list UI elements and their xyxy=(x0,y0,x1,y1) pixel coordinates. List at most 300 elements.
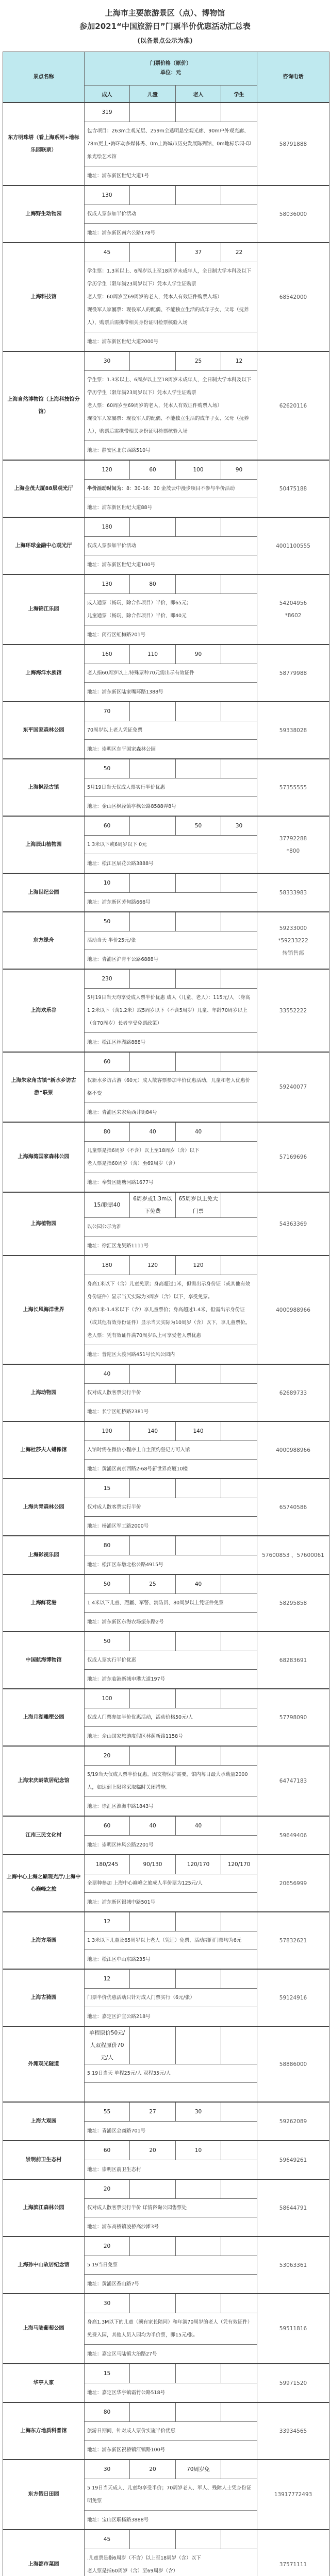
attraction-name: 上海东方地质科普馆 xyxy=(3,2402,85,2460)
price-student xyxy=(221,1479,257,1498)
price-student xyxy=(221,1192,257,1218)
phone-number xyxy=(257,759,329,816)
table-row xyxy=(3,1969,329,1989)
price-adult: 180/245 xyxy=(85,1855,130,1874)
phone-primary: 13917772493 xyxy=(274,2492,312,2498)
discount-notes xyxy=(85,1072,257,1103)
price-child xyxy=(130,912,176,931)
phone-number xyxy=(257,1364,329,1421)
note-line: 身高1.3M以下的儿童（须有家长陪同）和年满70周岁的老人（凭有效证件）免费入园，其他人员入园均为半价票，即15元/张。 xyxy=(87,2319,253,2338)
price-senior: 25 xyxy=(176,351,221,371)
phone-extra: *8602 xyxy=(285,613,302,619)
attraction-name: 上海辰山植物园 xyxy=(3,816,85,873)
discount-notes xyxy=(85,1594,257,1613)
note-line: 老人票：60周岁至69周岁的老人，凭本人有效证件购票入场） xyxy=(87,403,222,409)
table-row xyxy=(3,702,329,721)
phone-primary: 58644791 xyxy=(279,2205,307,2211)
price-senior xyxy=(176,2364,221,2383)
attraction-name: 上海环球金融中心观光厅 xyxy=(3,517,85,574)
phone-primary: 33934565 xyxy=(279,2428,307,2434)
address: 地址：浦东临港新城申港大道197号 xyxy=(85,1670,257,1689)
price-student xyxy=(221,1052,257,1072)
phone-primary: 37792288 xyxy=(279,835,307,842)
price-child xyxy=(130,103,176,122)
price-adult: 160 xyxy=(85,645,130,664)
table-row xyxy=(3,1574,329,1594)
table-row xyxy=(3,912,329,931)
note-line xyxy=(87,482,254,495)
price-adult: 45 xyxy=(85,243,130,262)
note-line: 身高1米以下（含）儿童免票；身高超过1米，但需出示身份证（或其他有效身份证件）显示当天实际为3周岁（含）以下，享受免票。 xyxy=(87,1281,251,1300)
price-senior: 40 xyxy=(176,1816,221,1836)
note-line: 现役军人家屬票：现役军人的配偶、不能独立生活的成年子女、父母（抚养人），购票后需携带相关身份证明检票核验入场 xyxy=(87,307,249,326)
page-title-line1: 上海市主要旅游景区（点）、博物馆 xyxy=(105,8,225,18)
price-student xyxy=(221,185,257,205)
price-senior: 40 xyxy=(176,1574,221,1594)
price-child xyxy=(130,1746,176,1766)
price-senior xyxy=(176,103,221,122)
price-adult: 60 xyxy=(85,2141,130,2160)
note-line: 学生票：1.3米以上、6周岁以上至18周岁未成年人，全日制大学本科及以下学历学生（限年满23周岁以下）凭本人学生证购票 xyxy=(87,268,252,287)
price-child xyxy=(130,1632,176,1651)
phone-primary: 58791888 xyxy=(279,141,307,147)
header-adult: 成人 xyxy=(85,86,130,103)
price-adult: 20 xyxy=(85,2179,130,2199)
price-adult: 15/联票40 xyxy=(85,1192,130,1218)
discount-notes xyxy=(85,664,257,683)
table-row xyxy=(3,816,329,836)
note-line: 5.19当日免票 xyxy=(87,2262,118,2268)
phone-number xyxy=(257,1689,329,1746)
price-student xyxy=(221,2236,257,2256)
attraction-name: 上海大观园 xyxy=(3,2102,85,2141)
discount-notes xyxy=(85,1441,257,1460)
price-senior: 120/170 xyxy=(176,1855,221,1874)
table-row xyxy=(3,2179,329,2199)
price-senior xyxy=(176,1746,221,1766)
price-student xyxy=(221,1574,257,1594)
price-child: 20 xyxy=(130,2141,176,2160)
price-child: 110 xyxy=(130,645,176,664)
table-row xyxy=(3,1479,329,1498)
table-row xyxy=(3,1256,329,1275)
price-student xyxy=(221,759,257,778)
table-row xyxy=(3,2460,329,2479)
price-child xyxy=(130,1689,176,1708)
price-student xyxy=(221,1536,257,1555)
table-row xyxy=(3,1816,329,1836)
price-senior: 90 xyxy=(176,645,221,664)
price-adult: 130 xyxy=(85,185,130,205)
note-line: 70周岁以上老人凭证免票 xyxy=(87,727,143,733)
phone-number xyxy=(257,2179,329,2236)
note-text: ：8：30-16：30 金茂云中漫步项目不参与半价活动 xyxy=(121,486,235,492)
attraction-name: 上海共青森林公园 xyxy=(3,1479,85,1536)
price-student xyxy=(221,517,257,537)
price-adult: 100 xyxy=(85,1689,130,1708)
discount-notes xyxy=(85,1931,257,1950)
price-senior: 30 xyxy=(176,2102,221,2122)
address: 地址：青浦区金商路701号 xyxy=(85,2122,257,2141)
price-senior xyxy=(176,873,221,893)
phone-number xyxy=(257,2460,329,2530)
price-adult: 50 xyxy=(85,1632,130,1651)
discount-notes xyxy=(85,836,257,854)
attraction-name: 上海世纪公园 xyxy=(3,873,85,912)
phone-primary: 68283691 xyxy=(279,1657,307,1664)
price-child xyxy=(130,1364,176,1384)
table-row xyxy=(3,351,329,371)
table-row xyxy=(3,2236,329,2256)
discount-notes xyxy=(85,1651,257,1670)
address: 地址：浦东新区世纪大道1号 xyxy=(85,166,257,186)
note-line: 仅成人门票参加半价优惠活动，活动价格50元/人 xyxy=(87,1715,193,1720)
address: 地址：奉贤区随塘河路1677号 xyxy=(85,1173,257,1193)
note-line: 5月19日当天均享受成人票半价优惠 成人（儿童、老人）：115元/人 （身高1.2米以下（含1.2米）或5周岁以下（不含5周岁）儿童、年龄70周岁以上（含70周岁）长者享受免票政策） xyxy=(87,995,251,1026)
note-line: 儿童票是指6周岁（不含）以上至18周岁（含）以下 xyxy=(87,1148,200,1154)
phone-primary: 4001100555 xyxy=(276,543,310,549)
phone-number xyxy=(257,969,329,1052)
price-adult: 10 xyxy=(85,873,130,893)
phone-primary: 57355555 xyxy=(279,784,307,791)
note-line: 仅对成人散客票实行半价 详情咨询公园售票处 xyxy=(87,2205,187,2211)
price-student: 22 xyxy=(221,243,257,262)
attraction-name: 上海朱家角古镇“新水乡访古游”联票 xyxy=(3,1052,85,1122)
attraction-name: 上海中心上海之巅观光厅/上海中心巅峰之旅 xyxy=(3,1855,85,1912)
price-student xyxy=(221,912,257,931)
table-row xyxy=(3,2141,329,2160)
table-row xyxy=(3,1632,329,1651)
price-adult: 20 xyxy=(85,1746,130,1766)
price-child xyxy=(130,1912,176,1931)
discount-notes xyxy=(85,931,257,950)
price-student xyxy=(221,1421,257,1441)
address: 地址：金山区枫泾镇亭枫公路8588弄8号 xyxy=(85,797,257,817)
phone-number xyxy=(257,1122,329,1192)
phone-number xyxy=(257,574,329,645)
note-line: 活动当天 半价25元/张 xyxy=(87,938,136,943)
price-student xyxy=(221,1816,257,1836)
attraction-name: 华亭人家 xyxy=(3,2364,85,2402)
note-line: 入馆时需在微信小程序上自主预约登记方可入馆 xyxy=(87,1447,190,1453)
address: 地址：青浦区朱家角西井街84号 xyxy=(85,1103,257,1123)
price-child: 40 xyxy=(130,1122,176,1142)
price-child xyxy=(130,2026,176,2064)
address: 地址：杨浦区军工路2000号 xyxy=(85,1517,257,1536)
table-row xyxy=(3,645,329,664)
table-row xyxy=(3,1536,329,1555)
price-child xyxy=(130,1969,176,1989)
price-adult: 30 xyxy=(85,2460,130,2479)
address: 地址：崇明区林风公路2201号 xyxy=(85,1836,257,1855)
price-senior xyxy=(176,517,221,537)
price-adult: 80 xyxy=(85,1536,130,1555)
price-adult: 60 xyxy=(85,1816,130,1836)
address: 地址：浦东新区世纪大道100号 xyxy=(85,555,257,575)
attraction-name: 上海马陆葡萄公园 xyxy=(3,2294,85,2364)
phone-primary: 59971520 xyxy=(279,2380,307,2386)
phone-primary: 33552222 xyxy=(279,1007,307,1014)
table-row xyxy=(3,517,329,537)
price-adult: 120 xyxy=(85,460,130,480)
page-title-line2: 参加2021“中国旅游日”门票半价优惠活动汇总表 xyxy=(79,22,251,31)
attraction-name: 上海野生动物园 xyxy=(3,185,85,243)
phone-number xyxy=(257,103,329,185)
note-line: 仅对成人散客票实行半价 xyxy=(87,1390,141,1396)
price-adult: 50 xyxy=(85,759,130,778)
table-row xyxy=(3,2402,329,2422)
price-senior: 37 xyxy=(176,243,221,262)
address: 地址：松江区林湖路888号 xyxy=(85,1033,257,1053)
phone-number xyxy=(257,1421,329,1479)
price-senior xyxy=(176,2026,221,2064)
phone-primary: 58036000 xyxy=(279,211,307,217)
discount-notes xyxy=(85,262,257,332)
price-student xyxy=(221,1364,257,1384)
attraction-name: 上海枫泾古镇 xyxy=(3,759,85,816)
phone-primary: 59649261 xyxy=(279,2157,307,2163)
phone-number xyxy=(257,1256,329,1364)
attraction-name: 崇明前卫生态村 xyxy=(3,2141,85,2179)
note-line: 包含项目：263m主观光层、259m全透明悬空观光廊、90m户外观光廊、78m更上•海环动多媒体秀、0m上海城市历史发展陈列馆、0m地标乐园-印象光绘艺术馆 xyxy=(87,128,251,160)
price-student xyxy=(221,1632,257,1651)
price-senior xyxy=(176,702,221,721)
price-senior xyxy=(176,1632,221,1651)
phone-number xyxy=(257,2402,329,2460)
phone-primary: 59233000 xyxy=(279,925,307,931)
price-senior: 140 xyxy=(176,1421,221,1441)
phone-primary: 59511816 xyxy=(279,2326,307,2332)
address: 地址：徐汇区龙吴路1111号 xyxy=(85,1236,257,1256)
attraction-name: 中国航海博物馆 xyxy=(3,1632,85,1689)
discount-notes xyxy=(85,480,257,498)
phone-number xyxy=(257,1816,329,1855)
price-child xyxy=(130,1536,176,1555)
note-line: 老人票是指60周岁（含）至69周岁（含） xyxy=(87,1161,178,1166)
note-line: 5月19日当天仅成人票实行半价优惠 xyxy=(87,785,166,790)
discount-notes xyxy=(85,2313,257,2345)
table-row xyxy=(3,574,329,594)
price-child: 27 xyxy=(130,2102,176,2122)
phone-number xyxy=(257,816,329,873)
address: 地址：嘉定区华亭镇霜竹公路518号 xyxy=(85,2383,257,2403)
note-line: 老人票是指60周岁（含）至69周岁（含） xyxy=(87,2568,178,2574)
price-senior xyxy=(176,969,221,989)
table-row xyxy=(3,2294,329,2313)
note-line: 老人票：凭有效证件满70周岁以上可享受老人票优惠 xyxy=(87,1333,202,1338)
note-bold-label: 半价活动时间为 xyxy=(87,486,122,492)
page-subtitle: (以各景点公示为准) xyxy=(137,37,193,44)
note-line: 儿童通票（畅玩，除合作项目）半价，即40元 xyxy=(87,613,187,619)
discount-notes xyxy=(85,2422,257,2441)
price-adult: 80 xyxy=(85,1122,130,1142)
phone-number xyxy=(257,351,329,460)
phone-number xyxy=(257,2141,329,2179)
attraction-name: 上海科技馆 xyxy=(3,243,85,351)
price-student xyxy=(221,574,257,594)
price-student xyxy=(221,2179,257,2199)
price-child: 80 xyxy=(130,574,176,594)
address: 地址：崇明区前卫生态村 xyxy=(85,2160,257,2180)
price-child xyxy=(130,243,176,262)
table-row xyxy=(3,2530,329,2549)
phone-number xyxy=(257,460,329,517)
table-row xyxy=(3,1421,329,1441)
price-child xyxy=(130,816,176,836)
address: 地址：徐汇区淮海中路1843号 xyxy=(85,1797,257,1817)
price-senior xyxy=(176,1536,221,1555)
table-row xyxy=(3,969,329,989)
attraction-name: 东方绿舟 xyxy=(3,912,85,969)
price-child xyxy=(130,185,176,205)
address: 地址：浦东新区祝桥镇江镇路100号 xyxy=(85,2441,257,2460)
price-child xyxy=(130,2294,176,2313)
price-senior xyxy=(176,2530,221,2549)
discount-notes xyxy=(85,1142,257,1173)
price-child xyxy=(130,2179,176,2199)
price-adult: 12 xyxy=(85,1969,130,1989)
price-student xyxy=(221,2530,257,2549)
price-adult: 15 xyxy=(85,2364,130,2383)
attraction-name: 上海欢乐谷 xyxy=(3,969,85,1052)
table-row xyxy=(3,1912,329,1931)
header-student: 学生 xyxy=(221,86,257,103)
discount-notes xyxy=(85,1498,257,1517)
price-student xyxy=(221,2460,257,2479)
phone-number xyxy=(257,2294,329,2364)
address: 地址：浦东新区世纪大道2000号 xyxy=(85,332,257,352)
price-child: 40 xyxy=(130,1816,176,1836)
price-child xyxy=(130,2364,176,2383)
table-row xyxy=(3,2026,329,2064)
phone-number xyxy=(257,1052,329,1122)
discount-notes xyxy=(85,1708,257,1727)
attraction-name: 上海宋庆龄故居纪念馆 xyxy=(3,1746,85,1816)
price-child xyxy=(130,517,176,537)
price-adult: 190 xyxy=(85,1421,130,1441)
price-senior xyxy=(176,2402,221,2422)
header-price-group xyxy=(85,52,257,86)
discount-notes xyxy=(85,2479,257,2511)
attraction-name: 江南三民文化村 xyxy=(3,1816,85,1855)
price-adult: 60 xyxy=(85,816,130,836)
phone-number xyxy=(257,912,329,969)
phone-primary: 57832621 xyxy=(279,1937,307,1944)
price-senior xyxy=(176,759,221,778)
phone-primary: 59338028 xyxy=(279,727,307,734)
phone-primary: 20656999 xyxy=(279,1880,307,1887)
price-child xyxy=(130,702,176,721)
note-line: 老人票：60周岁至69周岁的老人，凭本人有效证件购票入场） xyxy=(87,294,222,300)
price-student xyxy=(221,1689,257,1708)
header-price-title: 门票价格（原价） xyxy=(150,61,191,66)
price-adult: 15 xyxy=(85,1479,130,1498)
price-senior: 50 xyxy=(176,816,221,836)
note-line: 仅新水乡访古游（60元）成人散客票参加半价优惠活动，儿童和老人优惠价格不变 xyxy=(87,1078,251,1096)
discount-notes xyxy=(85,122,257,166)
attraction-name: 上海动物园 xyxy=(3,1364,85,1421)
address: 地址：浦东高桥镇凌桥高沙滩3号 xyxy=(85,2217,257,2237)
price-adult: 50 xyxy=(85,1574,130,1594)
price-child xyxy=(130,759,176,778)
discount-notes xyxy=(85,2256,257,2275)
price-child: 6周岁或1.3m以下免费 xyxy=(130,1192,176,1218)
attraction-name: 外滩观光隧道 xyxy=(3,2026,85,2102)
attraction-name: 东平国家森林公园 xyxy=(3,702,85,759)
phone-number xyxy=(257,1746,329,1816)
price-adult: 130 xyxy=(85,574,130,594)
table-row xyxy=(3,1122,329,1142)
discount-notes xyxy=(85,2199,257,2217)
phone-primary: 58779988 xyxy=(279,670,307,676)
address: 地址：崇明区东平国家森林公园 xyxy=(85,740,257,759)
attraction-name: 上海都市菜园 xyxy=(3,2530,85,2576)
note-line: 学生票：1.3米以上、6周岁以上至18周岁未成年人，全日制大学本科及以下学历学生（限年满23周岁以下）凭本人学生证购票 xyxy=(87,377,252,396)
price-senior: 40 xyxy=(176,1122,221,1142)
price-adult: 50 xyxy=(85,912,130,931)
price-student xyxy=(221,1969,257,1989)
note-line: 旅游日期间，针对成人票价实施半价优惠 xyxy=(87,2428,176,2434)
attraction-name: 上海锦江乐园 xyxy=(3,574,85,645)
phone-number xyxy=(257,243,329,351)
discount-notes xyxy=(85,1989,257,2007)
address: 地址：嘉定区马陆镇大治路27号 xyxy=(85,2345,257,2364)
address: 地址：浦东新区南六公路178号 xyxy=(85,224,257,243)
price-adult: 30 xyxy=(85,351,130,371)
phone-primary: 59124916 xyxy=(279,1994,307,2001)
price-senior: 120 xyxy=(176,1256,221,1275)
phone-primary: 57798090 xyxy=(279,1714,307,1721)
price-student xyxy=(221,2364,257,2383)
phone-primary: 54363369 xyxy=(279,1221,307,1227)
phone-primary: 53063361 xyxy=(279,2262,307,2268)
discount-notes xyxy=(85,205,257,224)
price-senior xyxy=(176,1364,221,1384)
header-unit: 单位：元 xyxy=(160,70,181,76)
phone-number xyxy=(257,1912,329,1969)
phone-number xyxy=(257,1479,329,1536)
phone-number xyxy=(257,2102,329,2141)
price-senior: 65周岁以上免大门票 xyxy=(176,1192,221,1218)
phone-number xyxy=(257,2530,329,2576)
price-student xyxy=(221,1122,257,1142)
address: 地址：浦东新区陆家嘴环路1388号 xyxy=(85,683,257,702)
phone-number xyxy=(257,2364,329,2402)
attraction-name: 上海杜莎夫人蜡像馆 xyxy=(3,1421,85,1479)
price-adult: 180 xyxy=(85,517,130,537)
price-student xyxy=(221,702,257,721)
phone-number xyxy=(257,1632,329,1689)
table-row xyxy=(3,1364,329,1384)
header-senior: 老人 xyxy=(176,86,221,103)
phone-number xyxy=(257,873,329,912)
table-row xyxy=(3,1855,329,1874)
table-row xyxy=(3,2364,329,2383)
attraction-name: 上海植物园 xyxy=(3,1192,85,1256)
phone-primary: 59240077 xyxy=(279,1084,307,1090)
note-line: 1.3米以下或6周岁以下 0元 xyxy=(87,842,147,848)
price-adult: 180 xyxy=(85,1256,130,1275)
phone-number xyxy=(257,185,329,243)
note-line: 门票半价优惠活动只针对成人门票实行（6元/张） xyxy=(87,1995,195,2001)
note-line: 以公园公示为准 xyxy=(87,1224,122,1230)
price-senior xyxy=(176,2294,221,2313)
price-child: 25 xyxy=(130,1574,176,1594)
attraction-name: 东方明珠塔（看上海系列+地标乐园联票） xyxy=(3,103,85,185)
price-senior xyxy=(176,2236,221,2256)
table-row xyxy=(3,103,329,122)
table-row xyxy=(3,1746,329,1766)
